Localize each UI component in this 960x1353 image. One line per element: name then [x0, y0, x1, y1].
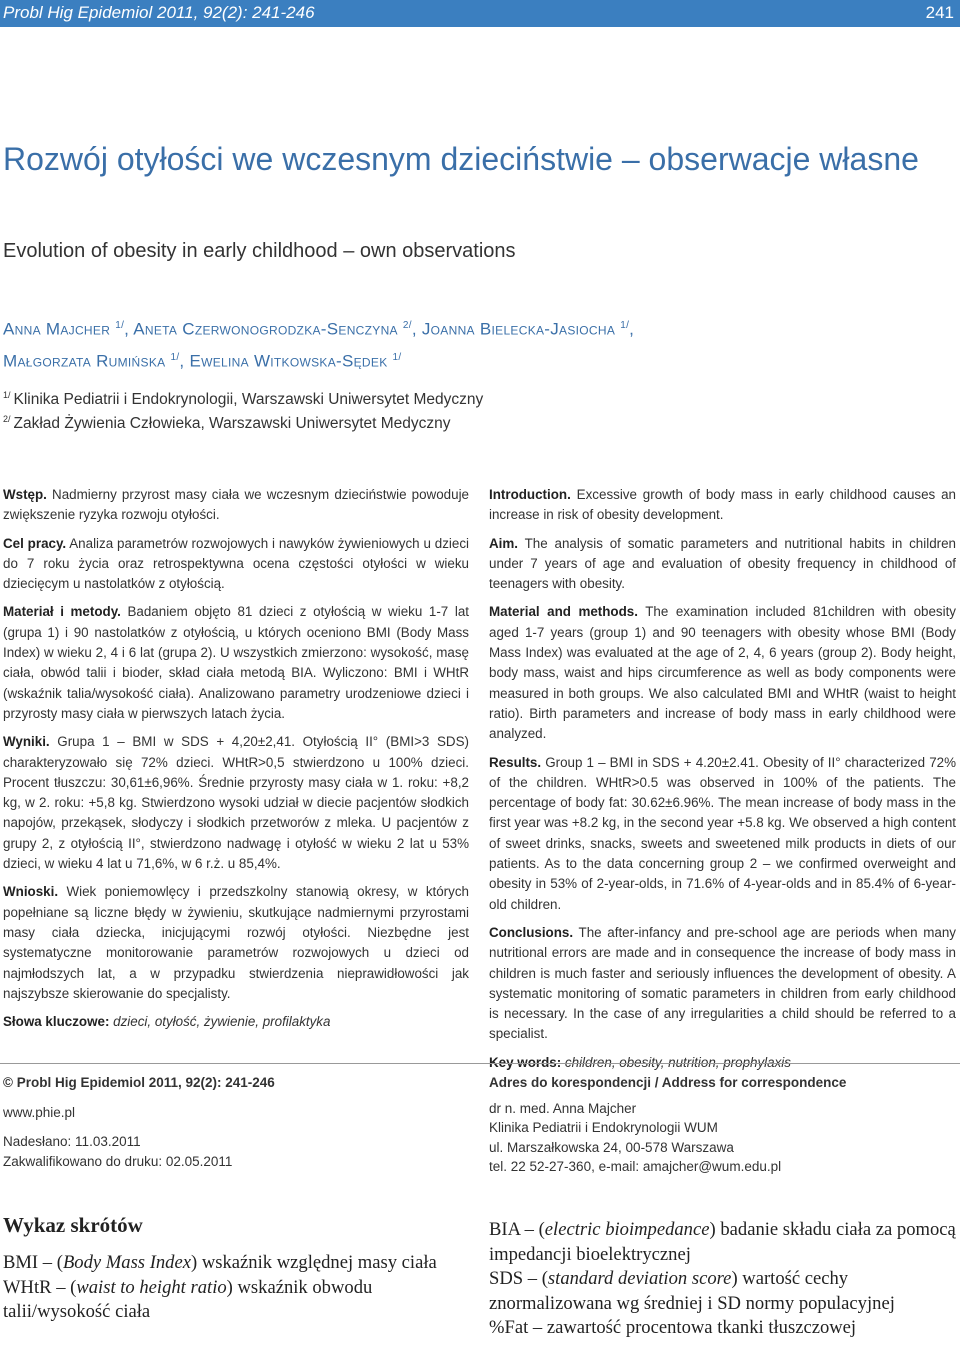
abstract-section-results: [489, 753, 956, 915]
section-label: Wstęp.: [3, 487, 47, 502]
abbreviation-item: WHtR – (waist to height ratio) wskaźnik obwodu talii/wysokość ciała: [3, 1276, 373, 1322]
section-text: Badaniem objęto 81 dzieci z otyłością w wieku 1-7 lat (grupa 1) i 90 nastolatków z otyłością, u których oceniono BMI (Body Mass Index) w wieku 2, 4 i 6 lat (grupa 2). U wszystkich zmierzono: wysokość, masę ciała, obwód talii i bioder, skład ciała metodą BIA. Wyliczono: BMI i WHtR (wskaźnik talia/wysokość ciała). Analizowano parametry urodzeniowe dzieci i przyrosty masy ciała w pierwszych latach życia.: [3, 604, 469, 721]
page-number: 241: [925, 3, 954, 22]
section-text: Excessive growth of body mass in early childhood causes an increase in risk of obesity development.: [489, 487, 956, 523]
footer-divider: [0, 1063, 960, 1064]
abbreviations-right: [489, 1218, 956, 1341]
correspondence-block: [489, 1073, 846, 1177]
affiliation-text: Zakład Żywienia Człowieka, Warszawski Uniwersytet Medyczny: [13, 415, 451, 433]
abstract-section-methods: [3, 602, 469, 724]
author-line-2: Małgorzata Rumińska $^{1/}$, Ewelina Witkowska-Sędek $^{1/}$: [3, 351, 402, 371]
journal-header-bar: [0, 0, 960, 27]
section-text: Analiza parametrów rozwojowych i nawyków żywieniowych u dzieci do 7 roku życia oraz retrospektywna ocena częstości otyłości w wieku dziecięcym u nastolatków z otyłością.: [3, 535, 469, 592]
journal-website-link[interactable]: www.phie.pl: [3, 1104, 76, 1120]
abbreviation-item: BIA – (electric bioimpedance) badanie składu ciała za pomocą impedancji bioelektrycznej: [489, 1219, 956, 1265]
section-label: Results.: [489, 754, 542, 770]
abstract-section-conclusions: [489, 923, 956, 1045]
section-label: Aim.: [489, 535, 519, 551]
section-label: Materiał i metody.: [3, 604, 121, 620]
section-text: The analysis of somatic parameters and nutritional habits in children under 7 years of age and evaluation of obesity frequency in childhood of teenagers with obesity.: [489, 535, 956, 592]
abbreviation-description: wskaźnik względnej masy ciała: [201, 1252, 437, 1273]
abbreviation-expansion: standard deviation score: [547, 1268, 732, 1289]
section-text: The examination included 81children with obesity aged 1-7 years (group 1) and 90 teenagers with obesity whose BMI (Body Mass Index) was evaluated at the age of 2, 4, 6 years (group 2). Body height, body mass, waist and hips circumference as well as body components were measured in both groups. We also calculated BMI and WHtR (waist to height ratio). Birth parameters and increase of body mass in early childhood were analyzed.: [489, 604, 957, 742]
abbreviation-description: wartość cechy znormalizowana wg średniej i SD normy populacyjnej: [489, 1268, 895, 1314]
author-name: Anna Majcher: [3, 319, 111, 339]
abbreviation-description: badanie składu ciała za pomocą impedancji bioelektrycznej: [489, 1219, 956, 1265]
abbreviation-expansion: waist to height ratio: [76, 1276, 227, 1298]
abstract-section-methods: [489, 602, 956, 744]
abbreviation-term: WHtR: [3, 1276, 52, 1298]
author-affiliation-mark: 1/: [392, 351, 402, 363]
abstract-section-introduction: [489, 485, 956, 526]
abbreviations-left: [3, 1251, 473, 1325]
abbreviation-term: BIA: [489, 1219, 520, 1240]
copyright-line: © Probl Hig Epidemiol 2011, 92(2): 241-246: [3, 1075, 275, 1090]
section-label: Material and methods.: [489, 604, 638, 620]
author-list: [3, 312, 943, 375]
abbreviation-term: %Fat: [489, 1317, 529, 1338]
affiliation-text: Klinika Pediatrii i Endokrynologii, Warszawski Uniwersytet Medyczny: [13, 391, 484, 409]
section-text: Nadmierny przyrost masy ciała we wczesnym dzieciństwie powoduje zwiększenie ryzyka rozwoju otyłości.: [3, 487, 469, 523]
keywords-text: children, obesity, nutrition, prophylaxis: [564, 1054, 791, 1070]
abstract-section-introduction: [3, 485, 469, 526]
abstract-section-conclusions: [3, 882, 469, 1004]
affiliation-2: [3, 414, 451, 433]
abbreviation-item: SDS – (standard deviation score) wartość cechy znormalizowana wg średniej i SD normy populacyjnej: [489, 1268, 895, 1314]
abbreviation-term: SDS: [489, 1268, 524, 1289]
section-text: The after-infancy and pre-school age are periods when many nutritional errors are made and in consequence the increase of body mass in children is much faster and seriously influences the development of obesity. A systematic monitoring of somatic parameters in children from early childhood is necessary. In the case of any irregularities a child should be referred to a specialist.: [489, 924, 957, 1042]
article-subtitle: Evolution of obesity in early childhood – own observations: [3, 240, 516, 262]
affiliation-mark: 1/: [3, 390, 11, 400]
author-name: Aneta Czerwonogrodzka-Senczyna: [133, 319, 398, 339]
abbreviation-description: wskaźnik obwodu talii/wysokość ciała: [3, 1276, 373, 1322]
abbreviation-term: BMI: [3, 1252, 39, 1273]
keywords-polish: [3, 1012, 469, 1032]
correspondence-line: ul. Marszałkowska 24, 00-578 Warszawa: [489, 1139, 734, 1155]
abstract-section-aim: [489, 534, 956, 595]
author-affiliation-mark: 1/: [620, 320, 630, 331]
abstract-section-results: [3, 732, 469, 874]
received-date: Nadesłano: 11.03.2011: [3, 1134, 141, 1149]
author-line-1: Anna Majcher $^{1/}$, Aneta Czerwonogrodzka-Senczyna $^{2/}$, Joanna Bielecka-Jasiocha $^{1/}$,: [3, 319, 635, 339]
correspondence-heading: Adres do korespondencji / Address for correspondence: [489, 1075, 847, 1090]
section-label: Cel pracy.: [3, 535, 67, 551]
author-affiliation-mark: 2/: [402, 320, 412, 331]
accepted-date: Zakwalifikowano do druku: 02.05.2011: [3, 1153, 233, 1169]
author-affiliation-mark: 1/: [170, 351, 180, 363]
correspondence-line: dr n. med. Anna Majcher: [489, 1100, 637, 1116]
section-label: Wyniki.: [3, 734, 50, 750]
author-name: Ewelina Witkowska-Sędek: [189, 351, 388, 371]
author-name: Joanna Bielecka-Jasiocha: [421, 319, 616, 339]
section-text: Grupa 1 – BMI w SDS + 4,20±2,41. Otyłością II° (BMI>3 SDS) charakteryzowało się 72% dzieci. WHtR>0,5 stwierdzono u 100% dzieci. Procent tłuszczu: 30,61±6,96%. Średnie przyrosty masy ciała w 1. roku: +8,2 kg, w 2. roku: +5,8 kg. Stwierdzono wysoki udział w diecie pacjentów słodkich napojów, przekąsek, słodyczy i słodkich przetworów z mleka. U pacjentów z grupy 2, z otyłością II°, stwierdzono nadwagę i otyłość w wieku 2 lat u 53% dzieci, w wieku 4 lat u 71,6%, w 6 r.ż. u 85,4%.: [3, 734, 469, 872]
correspondence-line: tel. 22 52-27-360, e-mail: amajcher@wum.edu.pl: [489, 1159, 782, 1174]
section-label: Wnioski.: [3, 884, 59, 900]
abbreviation-item: BMI – (Body Mass Index) wskaźnik względnej masy ciała: [3, 1252, 437, 1273]
keywords-label: Key words:: [489, 1054, 562, 1070]
journal-citation: Probl Hig Epidemiol 2011, 92(2): 241-246: [3, 3, 315, 22]
affiliation-mark: 2/: [3, 414, 11, 424]
abstract-polish: [3, 485, 469, 1040]
abbreviations-heading: Wykaz skrótów: [3, 1213, 143, 1237]
abbreviation-description: zawartość procentowa tkanki tłuszczowej: [546, 1317, 857, 1338]
correspondence-line: Klinika Pediatrii i Endokrynologii WUM: [489, 1120, 718, 1135]
keywords-text: dzieci, otyłość, żywienie, profilaktyka: [113, 1014, 331, 1030]
section-text: Group 1 – BMI in SDS + 4.20±2.41. Obesity of II° characterized 72% of the children. WHtR>0.5 was observed in 100% of the patients. The percentage of body fat: 30.62±6.96%. The mean increase of body mass in the first year was +8.2 kg, in the second year +5.8 kg. We observed a high content of sweet drinks, snacks, sweets and sweetened milk products in diets of our patients. As to the data concerning group 2 – we confirmed overweight and obesity in 53% of 2-year-olds, in 71.6% of 4-year-olds and in 85.4% of 6-year-old children.: [489, 754, 956, 912]
author-name: Małgorzata Rumińska: [3, 351, 166, 371]
abstract-english: [489, 485, 956, 1081]
author-affiliation-mark: 1/: [115, 320, 125, 331]
section-text: Wiek poniemowlęcy i przedszkolny stanowią okresy, w których popełniane są liczne błędy w żywieniu, skutkujące nadmiernymi przyrostami masy ciała dziecka, inicjującymi rozwój otyłości. Niezbędne jest systematyczne monitorowanie parametrów rozwojowych u dzieci od najmłodszych lat, a w przypadku stwierdzenia nieprawidłowości jak najszybsze skierowanie do specjalisty.: [3, 884, 469, 1001]
abbreviation-expansion: electric bioimpedance: [544, 1219, 710, 1240]
article-title: Rozwój otyłości we wczesnym dzieciństwie – obserwacje własne: [3, 141, 919, 177]
abstract-section-aim: [3, 534, 469, 595]
abbreviation-item: %Fat – zawartość procentowa tkanki tłuszczowej: [489, 1317, 857, 1338]
abbreviation-expansion: Body Mass Index: [62, 1252, 191, 1273]
section-label: Conclusions.: [489, 924, 574, 940]
section-label: Introduction.: [489, 487, 571, 502]
affiliation-1: [3, 390, 483, 409]
keywords-label: Słowa kluczowe:: [3, 1014, 110, 1030]
footer-citation-block: [3, 1073, 275, 1171]
